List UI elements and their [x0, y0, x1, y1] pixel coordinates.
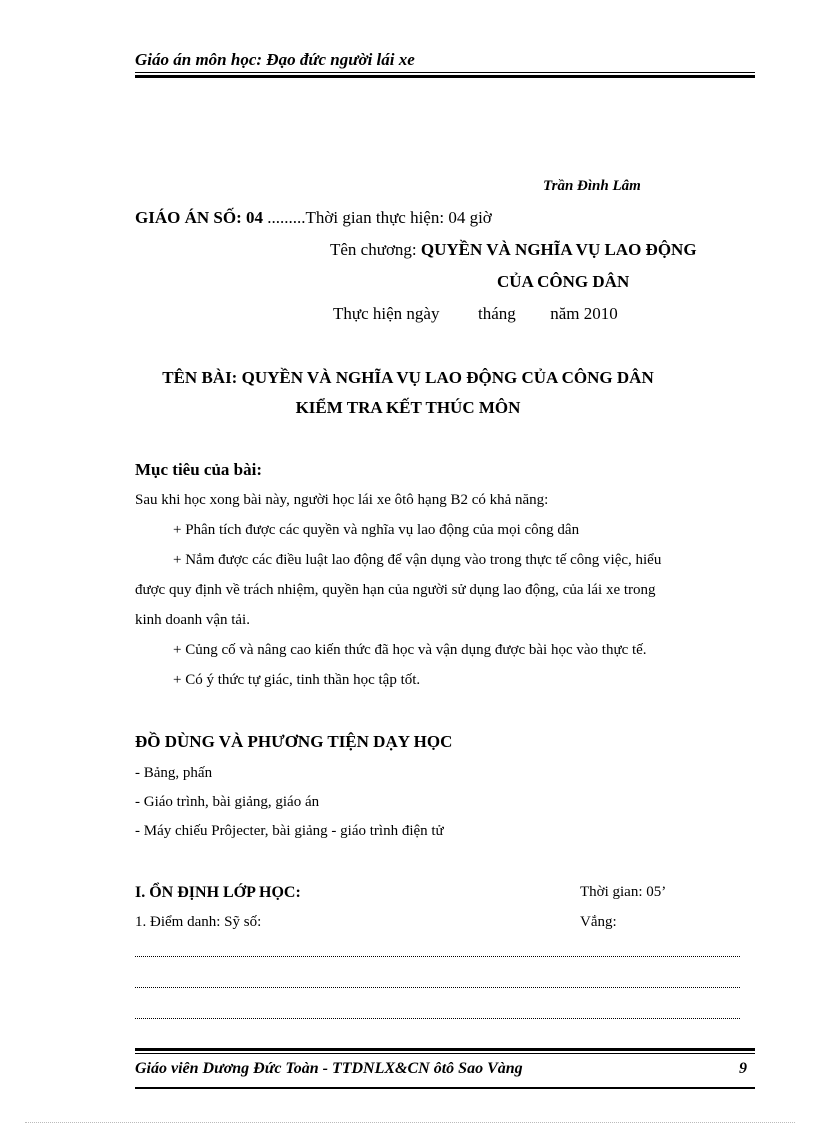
lesson-title-line-1: TÊN BÀI: QUYỀN VÀ NGHĨA VỤ LAO ĐỘNG CỦA CÔNG DÂN: [162, 368, 654, 387]
date-line: [333, 304, 618, 324]
header-rule-thick: [135, 75, 755, 78]
materials-item: - Máy chiếu Prôjecter, bài giảng - giáo trình điện tử: [135, 823, 444, 839]
materials-item: - Bảng, phấn: [135, 765, 213, 781]
lesson-duration: .........Thời gian thực hiện: 04 giờ: [267, 208, 492, 227]
header-title: Giáo án môn học: Đạo đức người lái xe: [135, 50, 415, 69]
footer-teacher: Giáo viên Dương Đức Toàn - TTDNLX&CN ôtô Sao Vàng: [135, 1060, 523, 1077]
materials-heading: ĐỒ DÙNG VÀ PHƯƠNG TIỆN DẠY HỌC: [135, 732, 453, 751]
chapter-label: Tên chương:: [330, 240, 417, 259]
section-1-heading: I. ỔN ĐỊNH LỚP HỌC:: [135, 884, 301, 901]
objective-item-3: + Củng cố và nâng cao kiến thức đã học và vận dụng được bài học vào thực tế.: [173, 642, 647, 658]
page-number: 9: [739, 1060, 747, 1077]
lesson-number: GIÁO ÁN SỐ: 04: [135, 208, 263, 227]
section-1-time: Thời gian: 05’: [580, 884, 667, 900]
author-name: Trần Đình Lâm: [543, 178, 641, 194]
objective-item-2-line-2: được quy định về trách nhiệm, quyền hạn của người sử dụng lao động, của lái xe trong: [135, 582, 656, 598]
chapter-title-1: QUYỀN VÀ NGHĨA VỤ LAO ĐỘNG: [420, 240, 697, 259]
objective-item-1: + Phân tích được các quyền và nghĩa vụ lao động của mọi công dân: [173, 522, 580, 538]
attendance-label: 1. Điểm danh: Sỹ số:: [135, 914, 262, 930]
objective-item-2-line-1: + Nắm được các điều luật lao động để vận dụng vào trong thực tế công việc, hiểu: [173, 552, 662, 568]
materials-item: - Giáo trình, bài giảng, giáo án: [135, 794, 320, 810]
month-label: tháng: [477, 304, 516, 323]
footer-bottom-rule: [135, 1087, 755, 1089]
year-label: năm 2010: [550, 304, 618, 323]
dotted-line: [135, 987, 740, 988]
footer-rule-thin: [135, 1053, 755, 1054]
objectives-heading: Mục tiêu của bài:: [135, 460, 263, 479]
chapter-line: [330, 240, 697, 260]
absent-label: Vắng:: [580, 914, 617, 930]
chapter-title-2: CỦA CÔNG DÂN: [497, 272, 630, 291]
objectives-intro: Sau khi học xong bài này, người học lái xe ôtô hạng B2 có khả năng:: [135, 492, 549, 508]
objective-item-2-line-3: kinh doanh vận tải.: [135, 612, 250, 628]
header-rule-thin: [135, 72, 755, 73]
lesson-number-line: [135, 208, 492, 228]
dotted-line: [135, 1018, 740, 1019]
objective-item-4: + Có ý thức tự giác, tinh thần học tập tốt.: [173, 672, 421, 688]
date-label: Thực hiện ngày: [333, 304, 440, 323]
dotted-line: [135, 956, 740, 957]
footer-rule-thick: [135, 1048, 755, 1051]
lesson-title-line-2: KIỂM TRA KẾT THÚC MÔN: [295, 398, 521, 417]
